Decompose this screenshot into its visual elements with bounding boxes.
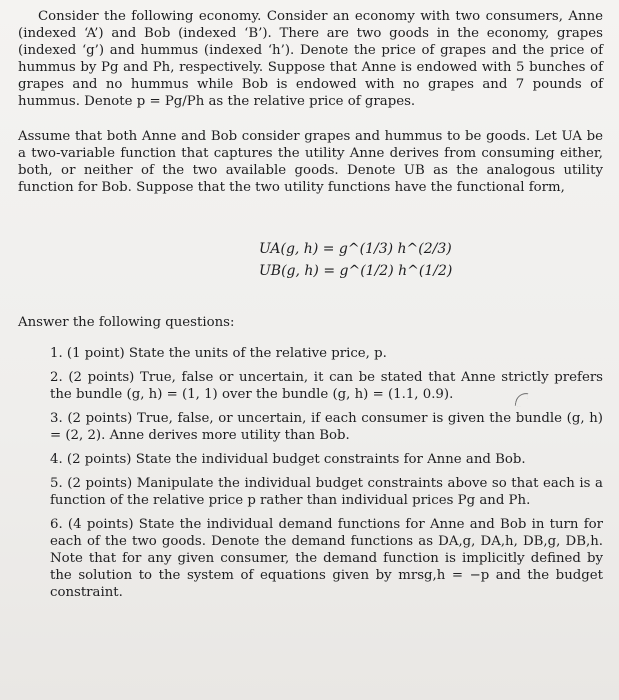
question-item: 4. (2 points) State the individual budget constraints for Anne and Bob.	[50, 452, 526, 467]
question-item: 6. (4 points) State the individual demand functions for Anne and Bob in turn for each of the two goods. Denote the demand functions as DA,g, DA,h, DB,g, DB,h. Note that for any given consumer, the demand function is implicitly defined by the solution to the system of equations given by mrsg,h = −p and the budget constraint.	[50, 517, 603, 600]
utility-equations	[259, 238, 603, 282]
question-item: 2. (2 points) True, false or uncertain, it can be stated that Anne strictly prefers the bundle (g, h) = (1, 1) over the bundle (g, h) = (1.1, 0.9).	[50, 370, 603, 402]
utility-equation-anne: UA(g, h) = g^(1/3) h^(2/3)	[259, 241, 452, 257]
assumption-paragraph: Assume that both Anne and Bob consider grapes and hummus to be goods. Let UA be a two-variable function that captures the utility Anne derives from consuming either, both, or neither of the two available goods. Denote UB as the analogous utility function for Bob. Suppose that the two utility functions have the functional form,	[18, 129, 603, 195]
question-list	[18, 345, 603, 601]
utility-equation-bob: UB(g, h) = g^(1/2) h^(1/2)	[259, 263, 453, 279]
question-item: 1. (1 point) State the units of the relative price, p.	[50, 346, 387, 361]
answer-heading: Answer the following questions:	[18, 315, 235, 330]
intro-paragraph: Consider the following economy. Consider an economy with two consumers, Anne (indexed ‘A’) and Bob (indexed ‘B’). There are two goods in the economy, grapes (indexed ‘g’) and hummus (indexed ‘h’). Denote the price of grapes and the price of hummus by Pg and Ph, respectively. Suppose that Anne is endowed with 5 bunches of grapes and no hummus while Bob is endowed with no grapes and 7 pounds of hummus. Denote p = Pg/Ph as the relative price of grapes.	[18, 9, 603, 109]
question-item: 5. (2 points) Manipulate the individual budget constraints above so that each is a function of the relative price p rather than individual prices Pg and Ph.	[50, 476, 603, 508]
question-item: 3. (2 points) True, false, or uncertain, if each consumer is given the bundle (g, h) = (2, 2). Anne derives more utility than Bob.	[50, 411, 603, 443]
